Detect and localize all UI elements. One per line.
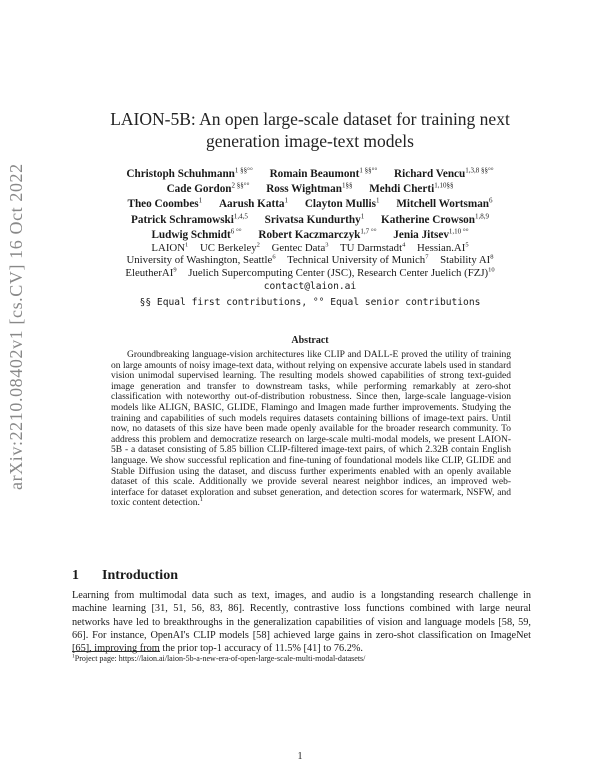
affiliation: TU Darmstadt — [340, 242, 403, 254]
title-line-2: generation image-text models — [206, 131, 414, 151]
affiliation-mark: 1 — [185, 241, 189, 249]
affiliation: Technical University of Munich — [287, 254, 426, 267]
footnote-mark: 1 — [72, 653, 75, 660]
author-mark: 6 °° — [230, 227, 242, 236]
author-name: Ludwig Schmidt — [151, 228, 231, 241]
footnote-text[interactable]: Project page: https://laion.ai/laion-5b-a-new-era-of-open-large-scale-multi-modal-datasets/ — [74, 654, 366, 663]
affiliation: EleutherAI — [125, 266, 174, 279]
author-mark: 1 — [284, 196, 289, 205]
affiliation: University of Washington, Seattle — [126, 254, 273, 267]
author-name: Ross Wightman — [266, 183, 342, 196]
abstract-heading: Abstract — [291, 335, 329, 346]
affiliation-line — [60, 254, 560, 266]
author-mark: 1,7 °° — [360, 227, 377, 236]
affiliation: LAION — [151, 242, 186, 254]
author-mark: 1 §§°° — [359, 166, 378, 175]
author-line — [60, 228, 560, 243]
affiliation: Hessian.AI — [417, 242, 466, 254]
affiliation-list — [60, 242, 560, 279]
intro-paragraph: Learning from multimodal data such as text, images, and audio is a longstanding research challenge in machine learning [31, 51, 56, 83, 86]. Recently, contrastive loss functions combined with large neural networks have led to breakthroughs in the generalization capabilities of vision and language models [58, 59, 66]. For instance, OpenAI's CLIP models [58] achieved large gains in zero-shot classification on ImageNet [65], improving from the prior top-1 accuracy of 11.5% [41] to 76.2%. — [72, 590, 531, 655]
author-name: Romain Beaumont — [269, 168, 360, 180]
section-heading — [72, 568, 178, 584]
author-mark: 1,8,9 — [474, 211, 489, 220]
paper-title — [80, 108, 540, 152]
affiliation: Juelich Supercomputing Center (JSC), Research Center Juelich (FZJ) — [188, 266, 489, 279]
affiliation-mark: 8 — [490, 253, 494, 261]
abstract-text: Groundbreaking language-vision architectures like CLIP and DALL-E proved the utility of training on large amounts of noisy image-text data, without relying on expensive accurate labels used in standard vision unimodal supervised learning. The resulting models showed capabilities of strong text-guided image generation and transfer to downstream tasks, while performing remarkably at zero-shot classification with noteworthy out-of-distribution robustness. Since then, large-scale language-vision models like ALIGN, BASIC, GLIDE, Flamingo and Imagen made further improvements. Studying the training and capabilities of such models requires datasets containing billions of image-text pairs. Until now, no datasets of this size have been made openly available for the broader research community. To address this problem and democratize research on large-scale multi-modal models, we present LAION-5B - a dataset consisting of 5.85 billion CLIP-filtered image-text pairs, of which 2.32B contain English language. We show successful replication and fine-tuning of foundational models like CLIP, GLIDE and Stable Diffusion using the dataset, and discuss further experiments enabled with an openly available dataset of this scale. Additionally we provide several nearest neighbor indices, an improved web-interface for dataset exploration and subset generation, and detection scores for watermark, NSFW, and toxic content detection. — [111, 350, 511, 509]
footnote — [72, 654, 532, 664]
author-name: Robert Kaczmarczyk — [258, 228, 361, 241]
affiliation-line — [60, 242, 560, 254]
page-number: 1 — [297, 751, 303, 762]
section-number: 1 — [72, 568, 79, 583]
footnote-rule — [72, 651, 160, 652]
author-name: Christoph Schuhmann — [126, 168, 235, 180]
author-name: Clayton Mullis — [304, 198, 377, 211]
affiliation-mark: 3 — [325, 241, 329, 249]
affiliation-mark: 10 — [488, 266, 495, 274]
author-list — [60, 167, 560, 243]
affiliation: Gentec Data — [271, 242, 326, 254]
author-mark: 1§§ — [341, 181, 353, 190]
abstract-body — [111, 350, 511, 509]
author-line — [60, 167, 560, 182]
author-mark: 1 — [376, 196, 380, 205]
author-mark: 1,10 °° — [448, 227, 469, 236]
author-name: Richard Vencu — [394, 168, 466, 180]
footnote-ref[interactable]: 1 — [199, 497, 203, 504]
author-mark: 1 §§°° — [234, 166, 253, 175]
author-name: Aarush Katta — [218, 198, 285, 211]
author-mark: 1 — [360, 211, 365, 220]
author-mark: 6 — [489, 196, 493, 205]
contact-email[interactable]: contact@laion.ai — [263, 281, 357, 292]
affiliation-mark: 6 — [272, 253, 276, 261]
section-title: Introduction — [102, 568, 178, 583]
contribution-note: §§ Equal first contributions, °° Equal senior contributions — [139, 297, 481, 308]
author-mark: 1,4,5 — [233, 211, 248, 220]
author-mark: 2 §§°° — [231, 181, 250, 190]
author-name: Jenia Jitsev — [393, 228, 449, 241]
author-name: Katherine Crowson — [381, 213, 475, 226]
author-name: Mitchell Wortsman — [396, 198, 490, 211]
author-line — [60, 213, 560, 228]
author-line — [60, 197, 560, 212]
author-mark: 1,10§§ — [434, 181, 454, 190]
affiliation-mark: 9 — [173, 266, 177, 274]
author-name: Theo Coombes — [127, 198, 199, 211]
author-mark: 1 — [198, 196, 203, 205]
title-line-1: LAION-5B: An open large-scale dataset for training next — [110, 109, 510, 129]
author-name: Cade Gordon — [166, 183, 232, 196]
author-name: Mehdi Cherti — [369, 183, 435, 196]
affiliation-mark: 4 — [402, 241, 406, 249]
author-mark: 1,3,8 §§°° — [465, 166, 494, 175]
affiliation-mark: 2 — [256, 241, 260, 249]
affiliation-line — [60, 267, 560, 279]
affiliation: Stability AI — [440, 254, 491, 267]
affiliation-mark: 7 — [425, 253, 429, 261]
author-name: Patrick Schramowski — [131, 213, 234, 226]
affiliation-mark: 5 — [465, 241, 469, 249]
author-line — [60, 182, 560, 197]
arxiv-stamp: arXiv:2210.08402v1 [cs.CV] 16 Oct 2022 — [6, 163, 26, 490]
affiliation: UC Berkeley — [199, 242, 257, 254]
author-name: Srivatsa Kundurthy — [264, 213, 361, 226]
